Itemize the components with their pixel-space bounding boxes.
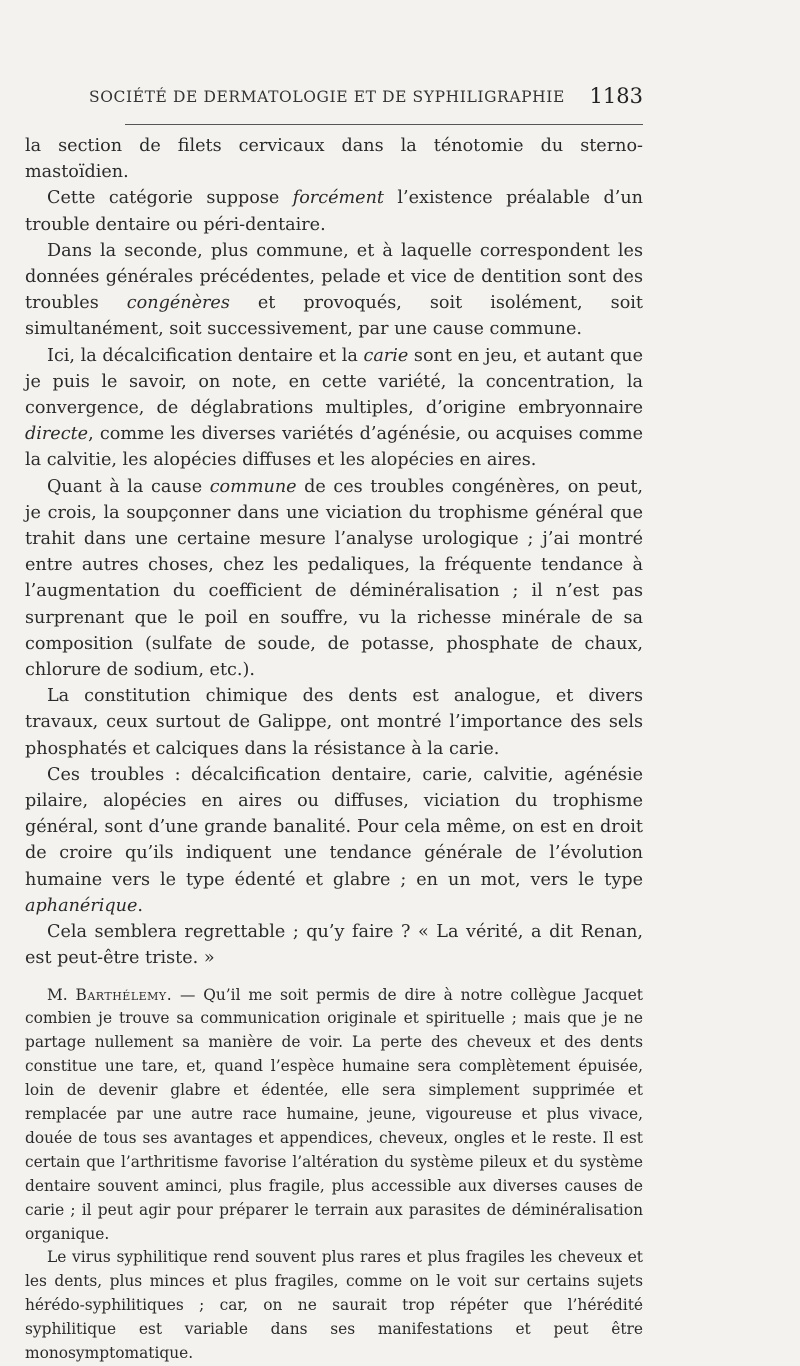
- main-text: [25, 133, 643, 972]
- paragraph-3: [25, 238, 643, 343]
- paragraph-4-italic-1: carie: [363, 346, 408, 366]
- running-header: [25, 78, 643, 118]
- paragraph-2: [25, 185, 643, 237]
- paragraph-7-text-a: Ces troubles : décalcification dentaire, carie, calvitie, agénésie pilaire, alopécies en aires ou diffuses, viciation du trophisme général, sont d’une grande banalité. Pour cela même, on est en droit de croire qu’ils indiquent une tendance générale de l’évolution humaine vers le type édenté et glabre ; en un mot, vers le type: [25, 765, 643, 890]
- paragraph-3-text-a: Dans la seconde, plus commune, et à laquelle correspondent les données générales précédentes, pelade et vice de dentition sont des troubles: [25, 241, 643, 313]
- paragraph-5-text-b: de ces troubles congénères, on peut, je crois, la soupçonner dans une viciation du trophisme général que trahit dans une certaine mesure l’analyse urologique ; j’ai montré entre autres choses, chez les pedaliques, la fréquente tendance à l’augmentation du coefficient de déminéralisation ; il n’est pas surprenant que le poil en souffre, vu la richesse minérale de sa composition (sulfate de soude, de potasse, phosphate de chaux, chlorure de sodium, etc.).: [25, 477, 643, 680]
- document-page: [25, 78, 643, 1366]
- paragraph-7: [25, 762, 643, 919]
- paragraph-5: [25, 474, 643, 684]
- paragraph-6-text: La constitution chimique des dents est analogue, et divers travaux, ceux surtout de Galippe, ont montré l’importance des sels phosphatés et calciques dans la résistance à la carie.: [25, 686, 643, 758]
- header-rule: [125, 124, 643, 125]
- running-title: SOCIÉTÉ DE DERMATOLOGIE ET DE SYPHILIGRAPHIE: [89, 88, 565, 106]
- paragraph-5-text-a: Quant à la cause: [47, 477, 210, 497]
- discussion-paragraph-2-text: Le virus syphilitique rend souvent plus rares et plus fragiles les cheveux et les dents, plus minces et plus fragiles, comme on le voit sur certains sujets hérédo-syphilitiques ; car, on ne saurait trop répéter que l’hérédité syphilitique est variable dans ses manifestations et peut être monosymptomatique.: [25, 1248, 643, 1362]
- paragraph-4-text-c: , comme les diverses variétés d’agénésie, ou acquises comme la calvitie, les alopécies diffuses et les alopécies en aires.: [25, 424, 643, 470]
- paragraph-8: [25, 919, 643, 971]
- speaker-prefix: M.: [47, 986, 76, 1004]
- paragraph-2-text-b: l’existence préalable d’un trouble dentaire ou péri-dentaire.: [25, 188, 643, 234]
- paragraph-3-italic: congénères: [127, 293, 230, 313]
- paragraph-7-text-b: .: [137, 896, 143, 916]
- paragraph-2-text-a: Cette catégorie suppose: [47, 188, 293, 208]
- paragraph-6: [25, 683, 643, 762]
- paragraph-4-text-a: Ici, la décalcification dentaire et la: [47, 346, 363, 366]
- paragraph-2-italic: forcément: [293, 188, 384, 208]
- paragraph-4-italic-2: directe: [25, 424, 88, 444]
- discussion-paragraph-1: [25, 984, 643, 1247]
- speaker-name: Barthélemy.: [76, 986, 173, 1004]
- paragraph-3-text-b: et provoqués, soit isolément, soit simultanément, soit successivement, par une cause commune.: [25, 293, 643, 339]
- paragraph-5-italic: commune: [210, 477, 297, 497]
- discussion-paragraph-2: [25, 1246, 643, 1366]
- discussion-paragraph-1-text: — Qu’il me soit permis de dire à notre collègue Jacquet combien je trouve sa communication originale et spirituelle ; mais que je ne partage nullement sa manière de voir. La perte des cheveux et des dents constitue une tare, et, quand l’espèce humaine sera complètement épuisée, loin de devenir glabre et édentée, elle sera simplement supprimée et remplacée par une autre race humaine, jeune, vigoureuse et plus vivace, douée de tous ses avantages et appendices, cheveux, ongles et le reste. Il est certain que l’arthritisme favorise l’altération du système pileux et du système dentaire souvent aminci, plus fragile, plus accessible aux diverses causes de carie ; il peut agir pour préparer le terrain aux parasites de déminéralisation organique.: [25, 986, 643, 1243]
- paragraph-1: [25, 133, 643, 185]
- paragraph-4: [25, 343, 643, 474]
- paragraph-1-text: la section de filets cervicaux dans la ténotomie du sterno-mastoïdien.: [25, 136, 643, 182]
- paragraph-7-italic: aphanérique: [25, 896, 137, 916]
- discussion-section: [25, 984, 643, 1366]
- page-number: 1183: [590, 84, 643, 108]
- paragraph-8-text: Cela semblera regrettable ; qu’y faire ? « La vérité, a dit Renan, est peut-être triste. »: [25, 922, 643, 968]
- paragraph-4-text-b: sont en jeu, et autant que je puis le savoir, on note, en cette variété, la concentration, la convergence, de déglabrations multiples, d’origine embryonnaire: [25, 346, 643, 418]
